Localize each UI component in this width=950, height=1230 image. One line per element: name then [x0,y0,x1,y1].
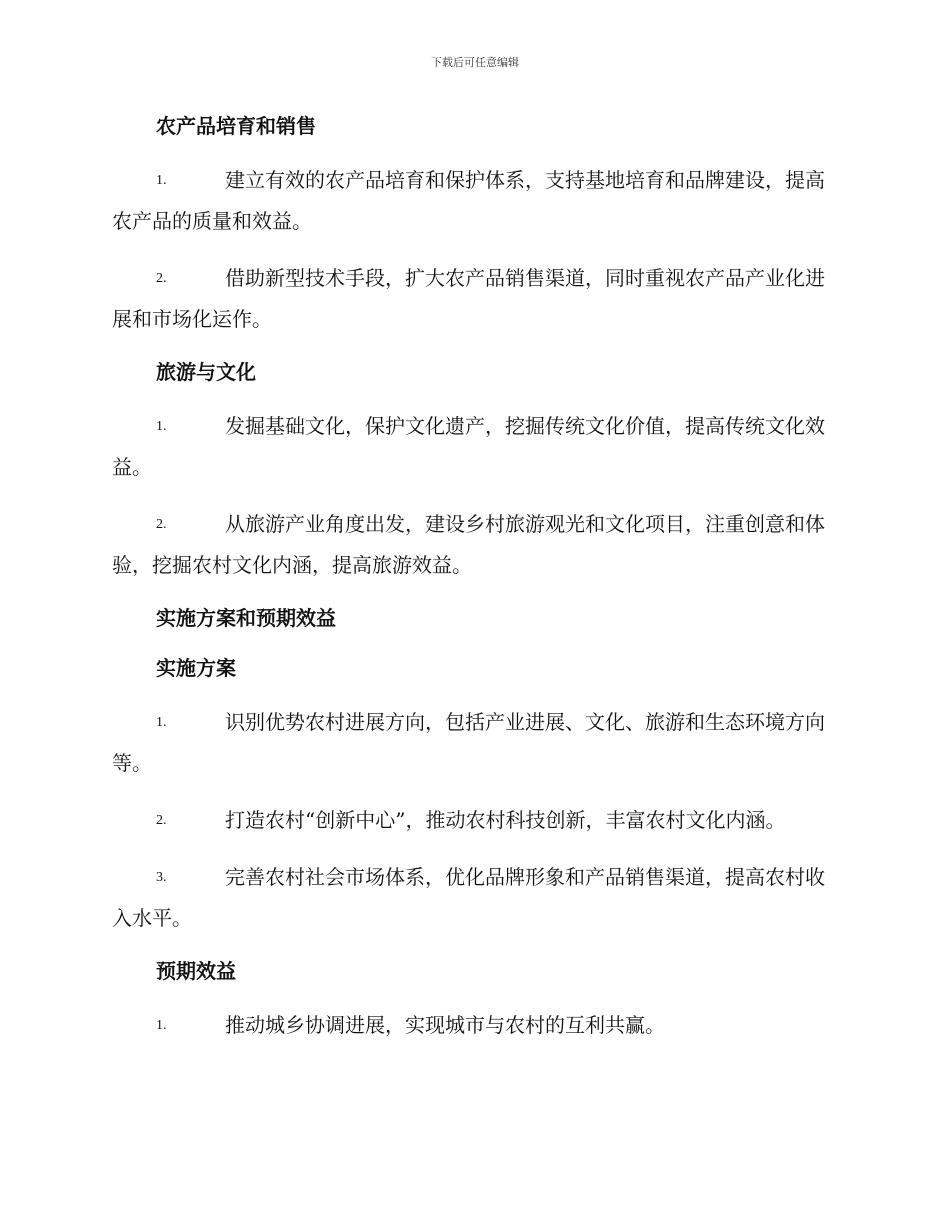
list-text: 借助新型技术手段，扩大农产品销售渠道，同时重视农产品产业化进展和市场化运作。 [112,266,825,331]
list-text: 完善农村社会市场体系，优化品牌形象和产品销售渠道，提高农村收入水平。 [112,865,825,930]
section-heading-agri-products: 农产品培育和销售 [156,114,316,138]
document-body [112,110,837,1062]
list-item [112,160,837,242]
list-item [112,504,837,586]
section-heading-plan-and-benefits: 实施方案和预期效益 [156,606,336,630]
list-item [112,800,837,841]
list-number: 2. [156,813,167,828]
list-text: 打造农村“创新中心”，推动农村科技创新，丰富农村文化内涵。 [225,808,786,832]
list-text: 推动城乡协调进展，实现城市与农村的互利共赢。 [225,1013,665,1037]
list-text: 识别优势农村进展方向，包括产业进展、文化、旅游和生态环境方向等。 [112,710,825,775]
list-number: 2. [156,517,167,532]
list-item [112,702,837,784]
list-item [112,857,837,939]
section-heading-tourism-culture: 旅游与文化 [156,360,256,384]
page-header: 下载后可任意编辑 [431,56,519,69]
section-heading-implementation-plan: 实施方案 [156,656,236,680]
list-text: 建立有效的农产品培育和保护体系，支持基地培育和品牌建设，提高农产品的质量和效益。 [112,168,825,233]
list-number: 1. [156,173,167,188]
list-item [112,1005,837,1046]
list-number: 1. [156,715,167,730]
section-heading-expected-benefits: 预期效益 [156,959,236,983]
list-item [112,406,837,488]
list-item [112,258,837,340]
list-number: 2. [156,271,167,286]
list-number: 1. [156,419,167,434]
list-text: 发掘基础文化，保护文化遗产，挖掘传统文化价值，提高传统文化效益。 [112,414,825,479]
list-number: 1. [156,1018,167,1033]
list-number: 3. [156,870,167,885]
list-text: 从旅游产业角度出发，建设乡村旅游观光和文化项目，注重创意和体验，挖掘农村文化内涵，提高旅游效益。 [112,512,825,577]
